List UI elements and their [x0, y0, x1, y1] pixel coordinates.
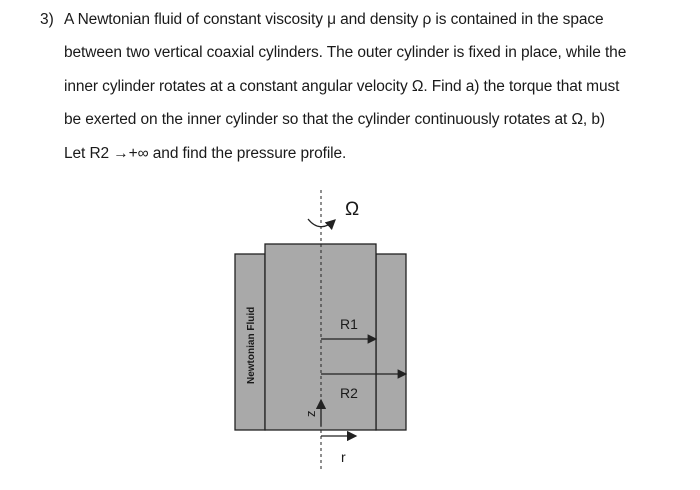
problem-line-5: Let R2 →+∞ and find the pressure profile.: [64, 145, 347, 162]
problem-line-4: be exerted on the inner cylinder so that the cylinder continuously rotates at Ω, b): [64, 111, 605, 128]
z-label: z: [303, 410, 318, 417]
r1-label: R1: [340, 316, 358, 332]
problem-number: 3): [40, 11, 54, 28]
outer-cylinder-right-wall: [376, 254, 406, 430]
omega-label: Ω: [345, 199, 360, 220]
newtonian-fluid-label: Newtonian Fluid: [246, 306, 257, 384]
problem-line-2: between two vertical coaxial cylinders. The outer cylinder is fixed in place, while the: [64, 44, 627, 61]
r2-label: R2: [340, 385, 358, 401]
problem-line-3: inner cylinder rotates at a constant angular velocity Ω. Find a) the torque that must: [64, 78, 620, 95]
problem-line-1: A Newtonian fluid of constant viscosity μ and density ρ is contained in the space: [64, 11, 604, 28]
r-label: r: [341, 449, 346, 465]
